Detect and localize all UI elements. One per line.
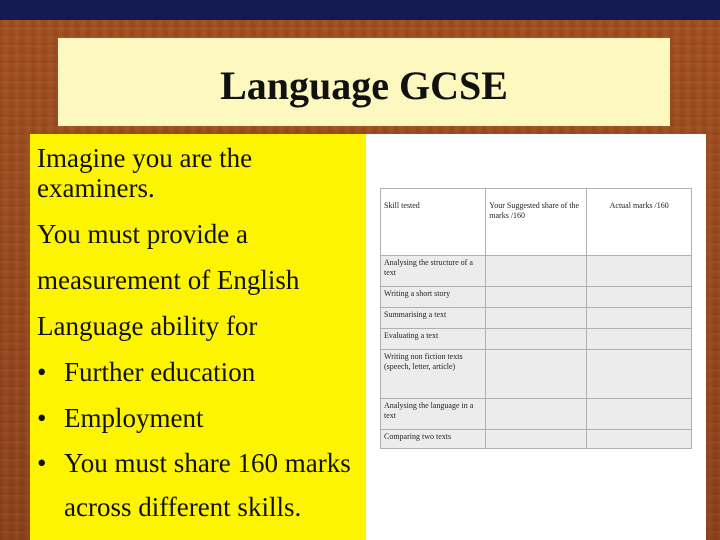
bullet-list bbox=[37, 349, 366, 529]
bullet-icon: • bbox=[37, 357, 47, 387]
bullet-item bbox=[37, 349, 366, 395]
table-row bbox=[381, 308, 692, 329]
marks-table-panel bbox=[366, 134, 706, 540]
table-header-row bbox=[381, 189, 692, 256]
table-row bbox=[381, 256, 692, 287]
header-suggested-share: Your Suggested share of the marks /160 bbox=[486, 189, 587, 256]
bullet-icon: • bbox=[37, 403, 47, 433]
actual-marks-cell[interactable] bbox=[587, 287, 692, 308]
header-skill-tested: Skill tested bbox=[381, 189, 486, 256]
suggested-share-cell[interactable] bbox=[486, 308, 587, 329]
actual-marks-cell[interactable] bbox=[587, 256, 692, 287]
skill-cell: Analysing the structure of a text bbox=[381, 256, 486, 287]
requirement-paragraph: You must provide a measurement of English Language ability for bbox=[37, 219, 300, 341]
suggested-share-cell[interactable] bbox=[486, 329, 587, 350]
skill-cell: Writing a short story bbox=[381, 287, 486, 308]
bullet-text: Employment bbox=[64, 403, 204, 433]
skill-cell: Comparing two texts bbox=[381, 430, 486, 449]
slide-title: Language GCSE bbox=[220, 62, 508, 108]
bullet-text: You must share 160 marks across different skills. bbox=[64, 448, 351, 522]
skill-cell: Evaluating a text bbox=[381, 329, 486, 350]
actual-marks-cell[interactable] bbox=[587, 308, 692, 329]
instructions-panel bbox=[30, 134, 366, 540]
suggested-share-cell[interactable] bbox=[486, 350, 587, 399]
table-row bbox=[381, 287, 692, 308]
table-row bbox=[381, 430, 692, 449]
actual-marks-cell[interactable] bbox=[587, 399, 692, 430]
top-banner bbox=[0, 0, 720, 20]
skill-cell: Summarising a text bbox=[381, 308, 486, 329]
suggested-share-cell[interactable] bbox=[486, 430, 587, 449]
actual-marks-cell[interactable] bbox=[587, 350, 692, 399]
table-row bbox=[381, 350, 692, 399]
actual-marks-cell[interactable] bbox=[587, 430, 692, 449]
skill-cell: Analysing the language in a text bbox=[381, 399, 486, 430]
title-box bbox=[58, 38, 670, 126]
skill-cell: Writing non fiction texts (speech, letter, article) bbox=[381, 350, 486, 399]
table-row bbox=[381, 329, 692, 350]
suggested-share-cell[interactable] bbox=[486, 256, 587, 287]
suggested-share-cell[interactable] bbox=[486, 287, 587, 308]
table-row bbox=[381, 399, 692, 430]
intro-paragraph: Imagine you are the examiners. bbox=[37, 143, 253, 203]
suggested-share-cell[interactable] bbox=[486, 399, 587, 430]
bullet-item bbox=[37, 395, 366, 441]
actual-marks-cell[interactable] bbox=[587, 329, 692, 350]
header-actual-marks: Actual marks /160 bbox=[587, 189, 692, 256]
bullet-text: Further education bbox=[64, 357, 256, 387]
bullet-item bbox=[37, 441, 366, 529]
bullet-icon: • bbox=[37, 448, 47, 478]
marks-table bbox=[380, 188, 692, 449]
